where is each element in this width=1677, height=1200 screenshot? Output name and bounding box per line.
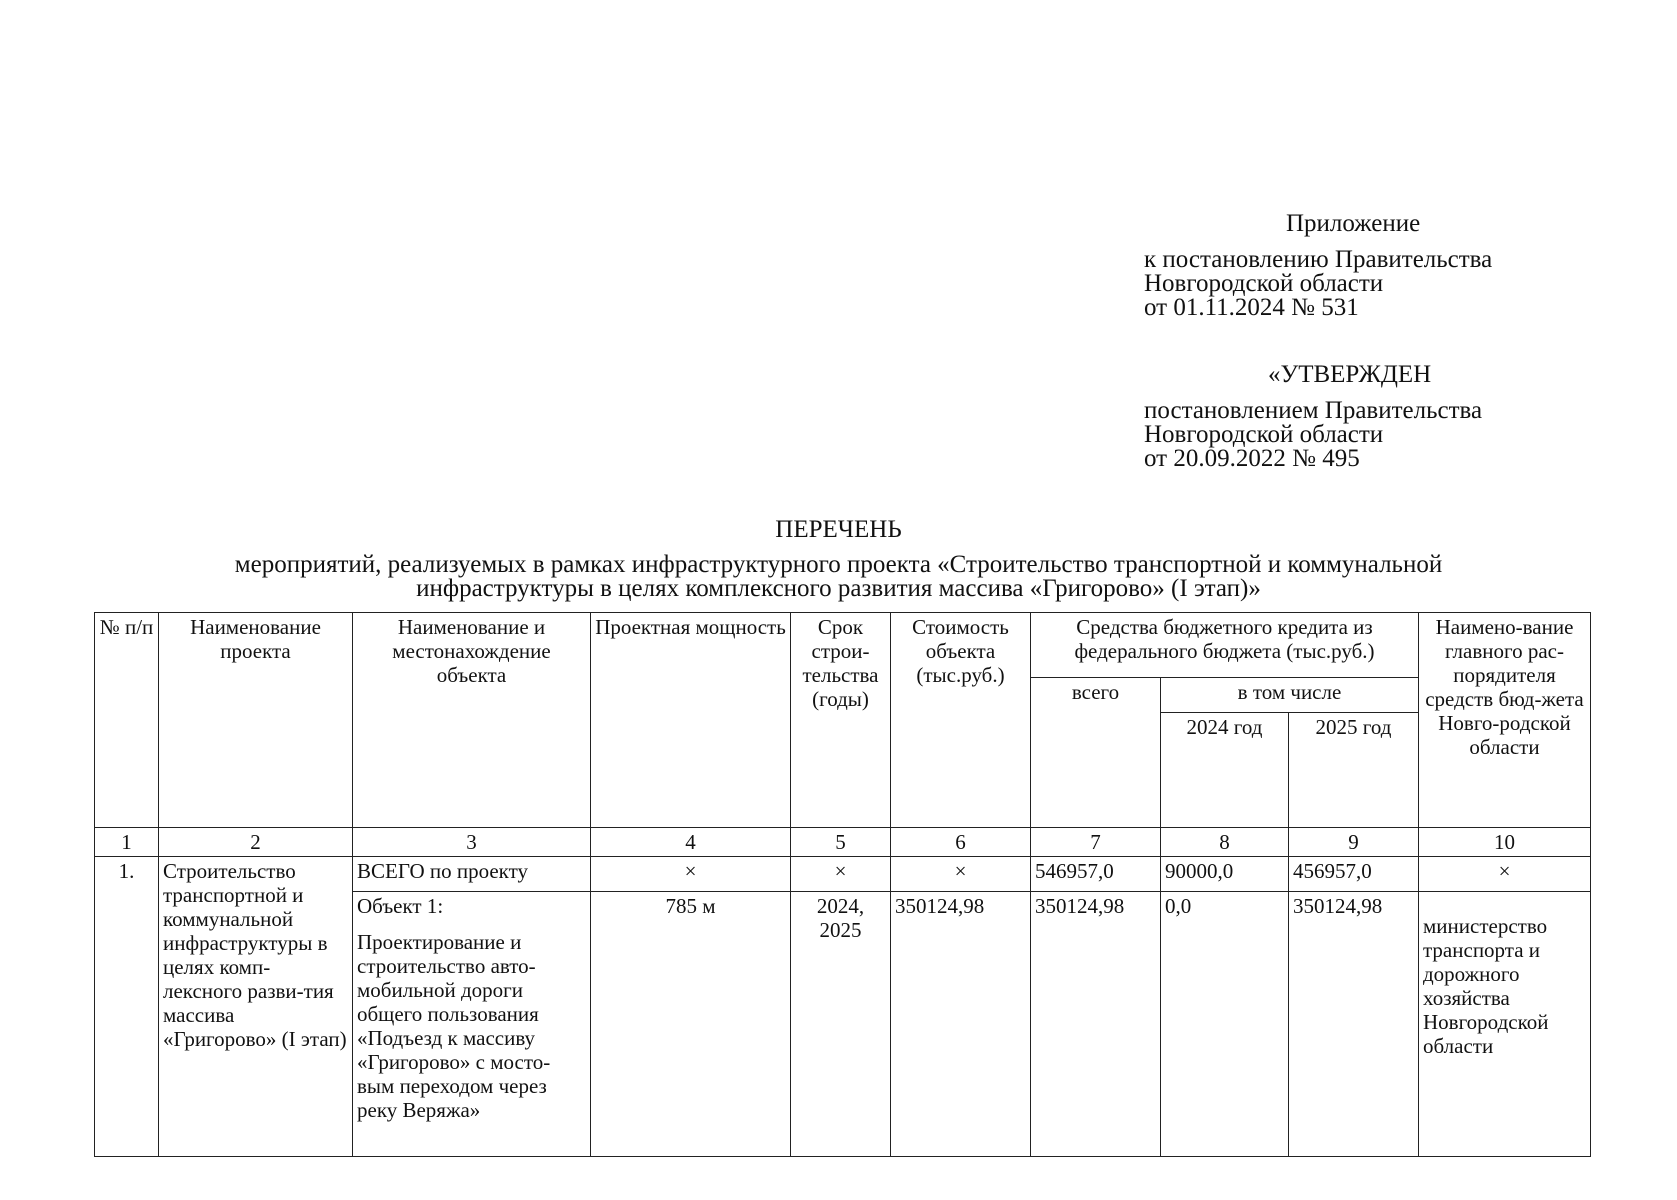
header-object: Наименование и местонахождение объекта	[353, 613, 591, 828]
approved-title: «УТВЕРЖДЕН	[1268, 361, 1432, 388]
object-credit-2024: 0,0	[1161, 892, 1289, 1157]
object-capacity: 785 м	[591, 892, 791, 1157]
header-project: Наименование проекта	[159, 613, 353, 828]
column-number: 8	[1161, 828, 1289, 857]
column-number: 3	[353, 828, 591, 857]
row-number: 1.	[95, 857, 159, 1157]
header-cost: Стоимость объекта (тыс.руб.)	[891, 613, 1031, 828]
object-term: 2024, 2025	[791, 892, 891, 1157]
column-numbers-row	[95, 828, 1591, 857]
document-title: ПЕРЕЧЕНЬ	[775, 516, 902, 543]
approved-line: от 20.09.2022 № 495	[1144, 445, 1360, 472]
column-number: 5	[791, 828, 891, 857]
header-year-2024: 2024 год	[1161, 713, 1289, 828]
projects-table	[94, 612, 1591, 1157]
column-number: 10	[1419, 828, 1591, 857]
header-manager: Наимено-вание главного рас-порядителя средств бюд-жета Новго-родской области	[1419, 613, 1591, 828]
subtitle-line: мероприятий, реализуемых в рамках инфраструктурного проекта «Строительство транспортной и коммунальной	[234, 551, 1443, 578]
column-number: 2	[159, 828, 353, 857]
object-credit-total: 350124,98	[1031, 892, 1161, 1157]
object-cost: 350124,98	[891, 892, 1031, 1157]
total-credit: 546957,0	[1031, 857, 1161, 892]
header-including: в том числе	[1161, 678, 1419, 713]
header-row	[95, 613, 1591, 678]
object-credit-2025: 350124,98	[1289, 892, 1419, 1157]
project-name: Строительство транспортной и коммунальной инфраструктуры в целях комп-лексного разви-тия массива «Григорово» (I этап)	[159, 857, 353, 1157]
total-term: ×	[791, 857, 891, 892]
appendix-line: от 01.11.2024 № 531	[1144, 294, 1359, 321]
appendix-line: к постановлению Правительства	[1144, 246, 1493, 273]
header-term: Срок строи-тельства (годы)	[791, 613, 891, 828]
appendix-line: Новгородской области	[1144, 270, 1384, 297]
header-credit: Средства бюджетного кредита из федерального бюджета (тыс.руб.)	[1031, 613, 1419, 678]
object-description: Проектирование и строительство авто-мобильной дороги общего пользования «Подъезд к массиву «Григорово» с мосто-вым переходом через реку Веряжа»	[357, 930, 551, 1122]
total-capacity: ×	[591, 857, 791, 892]
header-total: всего	[1031, 678, 1161, 828]
object-manager: министерство транспорта и дорожного хозяйства Новгородской области	[1419, 892, 1591, 1157]
object-title: Объект 1:	[357, 894, 444, 918]
table-row	[95, 857, 1591, 892]
document-subtitle	[0, 553, 1677, 601]
column-number: 1	[95, 828, 159, 857]
total-row-label: ВСЕГО по проекту	[353, 857, 591, 892]
header-num: № п/п	[95, 613, 159, 828]
appendix-block	[1144, 212, 1492, 320]
header-capacity: Проектная мощность	[591, 613, 791, 828]
approved-line: Новгородской области	[1144, 421, 1384, 448]
column-number: 6	[891, 828, 1031, 857]
approved-block	[1144, 363, 1482, 471]
appendix-title: Приложение	[1286, 210, 1421, 237]
total-2025: 456957,0	[1289, 857, 1419, 892]
column-number: 9	[1289, 828, 1419, 857]
total-2024: 90000,0	[1161, 857, 1289, 892]
header-year-2025: 2025 год	[1289, 713, 1419, 828]
total-cost: ×	[891, 857, 1031, 892]
total-manager: ×	[1419, 857, 1591, 892]
approved-line: постановлением Правительства	[1144, 397, 1483, 424]
column-number: 7	[1031, 828, 1161, 857]
object-cell	[353, 892, 591, 1157]
subtitle-line: инфраструктуры в целях комплексного развития массива «Григорово» (I этап)»	[416, 575, 1261, 602]
column-number: 4	[591, 828, 791, 857]
